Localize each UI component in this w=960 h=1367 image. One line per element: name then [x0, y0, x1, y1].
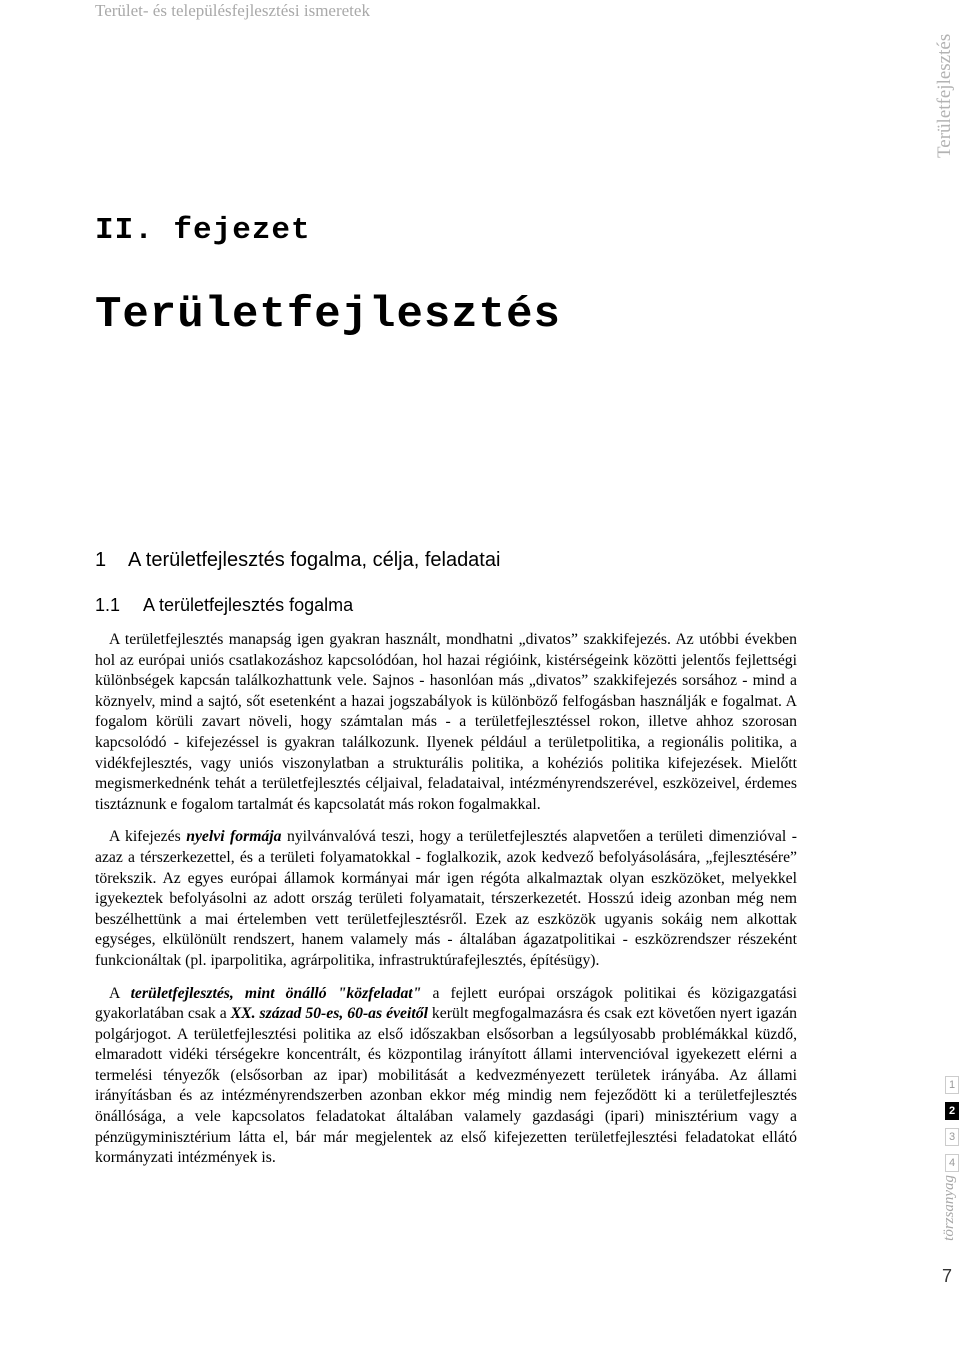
side-chapter-index [945, 1076, 959, 1180]
paragraph-1: A területfejlesztés manapság igen gyakran használt, mondhatni „divatos” szakkifejezés. Az utóbbi években hol az európai uniós csatlakozáshoz kapcsolódóan, hol hazai régióink, kistérségeink közötti jelentős fejlettségi különbségek kapcsán találkozhattunk vele. Sajnos - hasonlóan más „divatos” szakkifejezés sorsához - mind a köznyelv, mind a sajtó, sőt esetenként a hazai jogszabályok is különböző felfogásban használják e fogalmat. A fogalom körüli zavart növeli, hogy számtalan más - a területfejlesztéssel rokon, illetve ahhoz szorosan kapcsolódó - kifejezéssel is gyakran találkozunk. Ilyenek például a területpolitika, a regionális politika, a vidékfejlesztés, vagy uniós viszonylatban a strukturális politika, a kohéziós politika kifejezések. Mielőtt megismerkednénk tehát a területfejlesztés céljaival, feladataival, intézményrendszerével, eszközeivel, érdemes tisztáznunk e fogalom tartalmát és kapcsolatát más rokon fogalmakkal. [95, 631, 797, 813]
paragraph-3 [95, 984, 797, 1169]
running-head: Terület- és településfejlesztési ismeretek [95, 1, 370, 20]
subsection-heading [95, 595, 353, 616]
side-section-label: törzsanyag [941, 1175, 957, 1241]
side-index-item-3[interactable]: 3 [945, 1128, 959, 1146]
text-run: A [109, 984, 131, 1002]
side-chapter-title: Területfejlesztés [934, 33, 955, 158]
section-heading [95, 549, 500, 572]
section-title: A területfejlesztés fogalma, célja, feladatai [128, 549, 501, 571]
chapter-title: Területfejlesztés [95, 290, 561, 340]
chapter-label: II. fejezet [95, 213, 311, 248]
side-index-item-2[interactable]: 2 [945, 1102, 959, 1120]
side-index-item-4[interactable]: 4 [945, 1154, 959, 1172]
emphasis: területfejlesztés, mint önálló "közfeladat" [130, 984, 422, 1002]
side-index-item-1[interactable]: 1 [945, 1076, 959, 1094]
text-run: került megfogalmazásra és csak ezt követően nyert igazán polgárjogot. A területfejlesztési politika az első időszakban elsősorban a legsúlyosabb problémákkal küzdő, elmaradott vidéki térségekre koncentrált, és központilag irányított állami intervencióval igyekezett elérni a termelési tényezők (elsősorban az ipar) mobilitását a kedvezményezett területek irányába. Az állami irányításban és az intézményrendszerben azonban ekkor még mindig nem fejeződött ki a területfejlesztés önállósága, a vele kapcsolatos feladatokat általában valamely gazdasági (ipari) minisztérium vagy a pénzügyminisztérium látta el, bár már megjelentek az első kifejezetten területfejlesztési feladatokat ellátó kormányzati intézmények is. [95, 1005, 798, 1167]
paragraph-2 [95, 827, 797, 971]
body-text [95, 630, 797, 1181]
subsection-title: A területfejlesztés fogalma [143, 595, 354, 615]
text-run: A kifejezés [109, 828, 187, 846]
emphasis: nyelvi formája [186, 828, 282, 846]
text-run: nyilvánvalóvá teszi, hogy a területfejlesztés alapvetően a területi dimenzióval - azaz a térszerkezettel, és a területi folyamatokkal - foglalkozik, azok kedvező befolyásolására, „fejlesztésére” törekszik. Az egyes európai államok kormányai már igen régóta alkalmaztak olyan eszközöket, melyekkel igyekeztek befolyásolni az adott ország területi folyamatait, térszerkezetét. Hosszú ideig azonban még nem beszélhettünk a mai értelemben vett területfejlesztésről. Ezek az eszközök ugyanis sokáig nem alkottak egységes, elkülönült rendszert, hanem valamely más - általában ágazatpolitikai - eszközrendszer részeként funkcionáltak (pl. iparpolitika, agrárpolitika, infrastruktúrafejlesztés, építésügy). [95, 828, 797, 969]
text-run: a fejlett európai országok politikai és közigazgatási gyakorlatában csak a [95, 984, 797, 1023]
subsection-number: 1.1 [95, 595, 121, 615]
emphasis: XX. század 50-es, 60-as éveitől [230, 1005, 428, 1023]
page-number: 7 [942, 1266, 953, 1286]
section-number: 1 [95, 549, 107, 571]
